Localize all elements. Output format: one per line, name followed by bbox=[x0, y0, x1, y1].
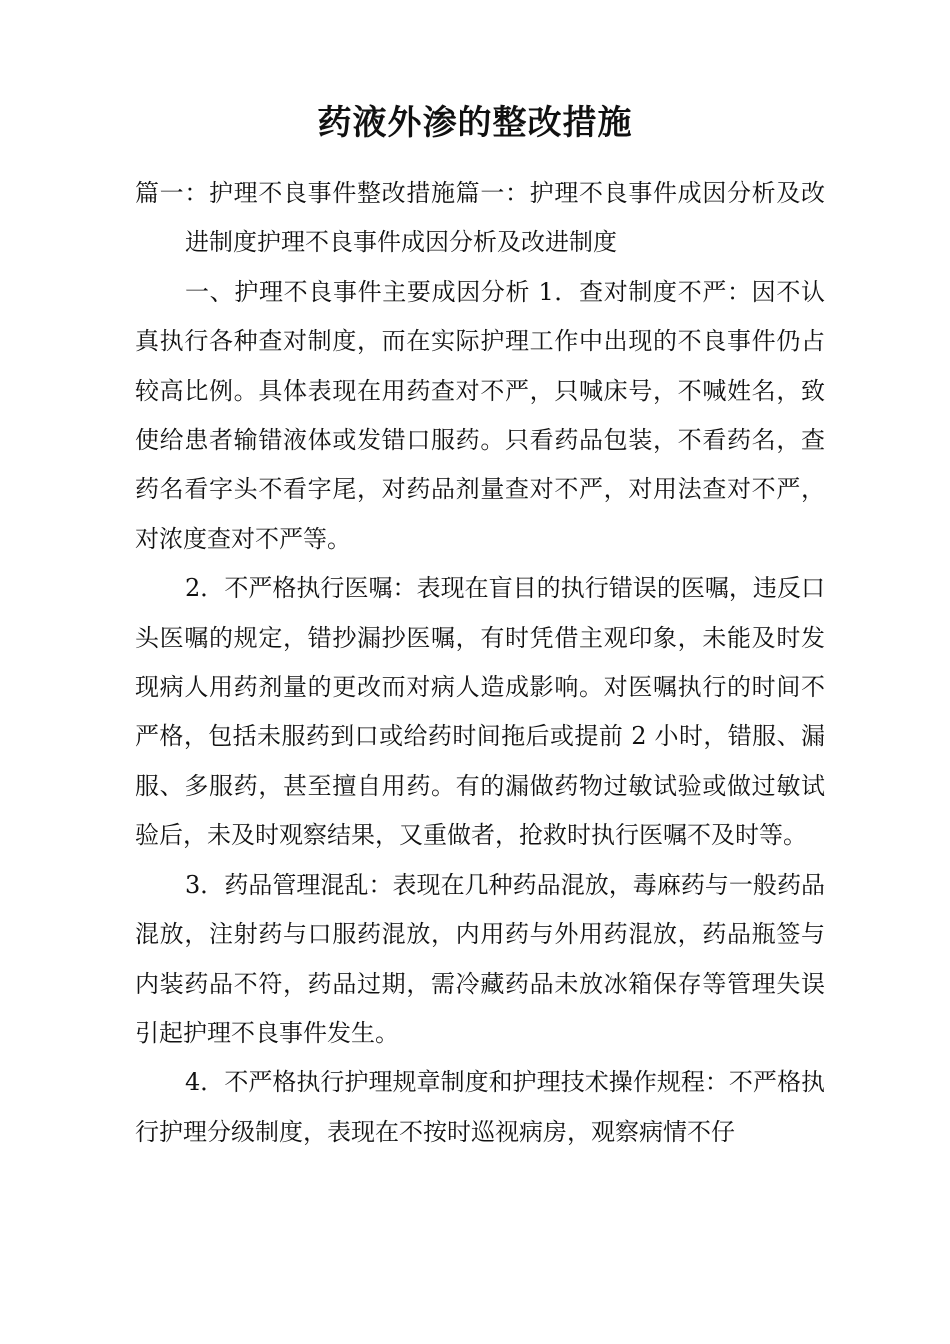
paragraph-5: 4．不严格执行护理规章制度和护理技术操作规程：不严格执行护理分级制度，表现在不按时巡视病房，观察病情不仔 bbox=[135, 1068, 825, 1146]
document-title: 药液外渗的整改措施 bbox=[317, 103, 633, 143]
document-body bbox=[135, 169, 825, 1157]
paragraph-3: 2．不严格执行医嘱：表现在盲目的执行错误的医嘱，违反口头医嘱的规定，错抄漏抄医嘱，有时凭借主观印象，未能及时发现病人用药剂量的更改而对病人造成影响。对医嘱执行的时间不严格，包括未服药到口或给药时间拖后或提前 2 小时，错服、漏服、多服药，甚至擅自用药。有的漏做药物过敏试验或做过敏试验后，未及时观察结果，又重做者，抢救时执行医嘱不及时等。 bbox=[135, 574, 825, 850]
paragraph-4: 3．药品管理混乱：表现在几种药品混放，毒麻药与一般药品混放，注射药与口服药混放，内用药与外用药混放，药品瓶签与内装药品不符，药品过期，需冷藏药品未放冰箱保存等管理失误引起护理不良事件发生。 bbox=[135, 870, 825, 1047]
paragraph-2: 一、护理不良事件主要成因分析 1．查对制度不严：因不认真执行各种查对制度，而在实际护理工作中出现的不良事件仍占较高比例。具体表现在用药查对不严，只喊床号，不喊姓名，致使给患者输错液体或发错口服药。只看药品包装，不看药名，查药名看字头不看字尾，对药品剂量查对不严，对用法查对不严，对浓度查对不严等。 bbox=[135, 277, 825, 553]
paragraph-1: 篇一：护理不良事件整改措施篇一：护理不良事件成因分析及改进制度护理不良事件成因分析及改进制度 bbox=[135, 179, 825, 257]
